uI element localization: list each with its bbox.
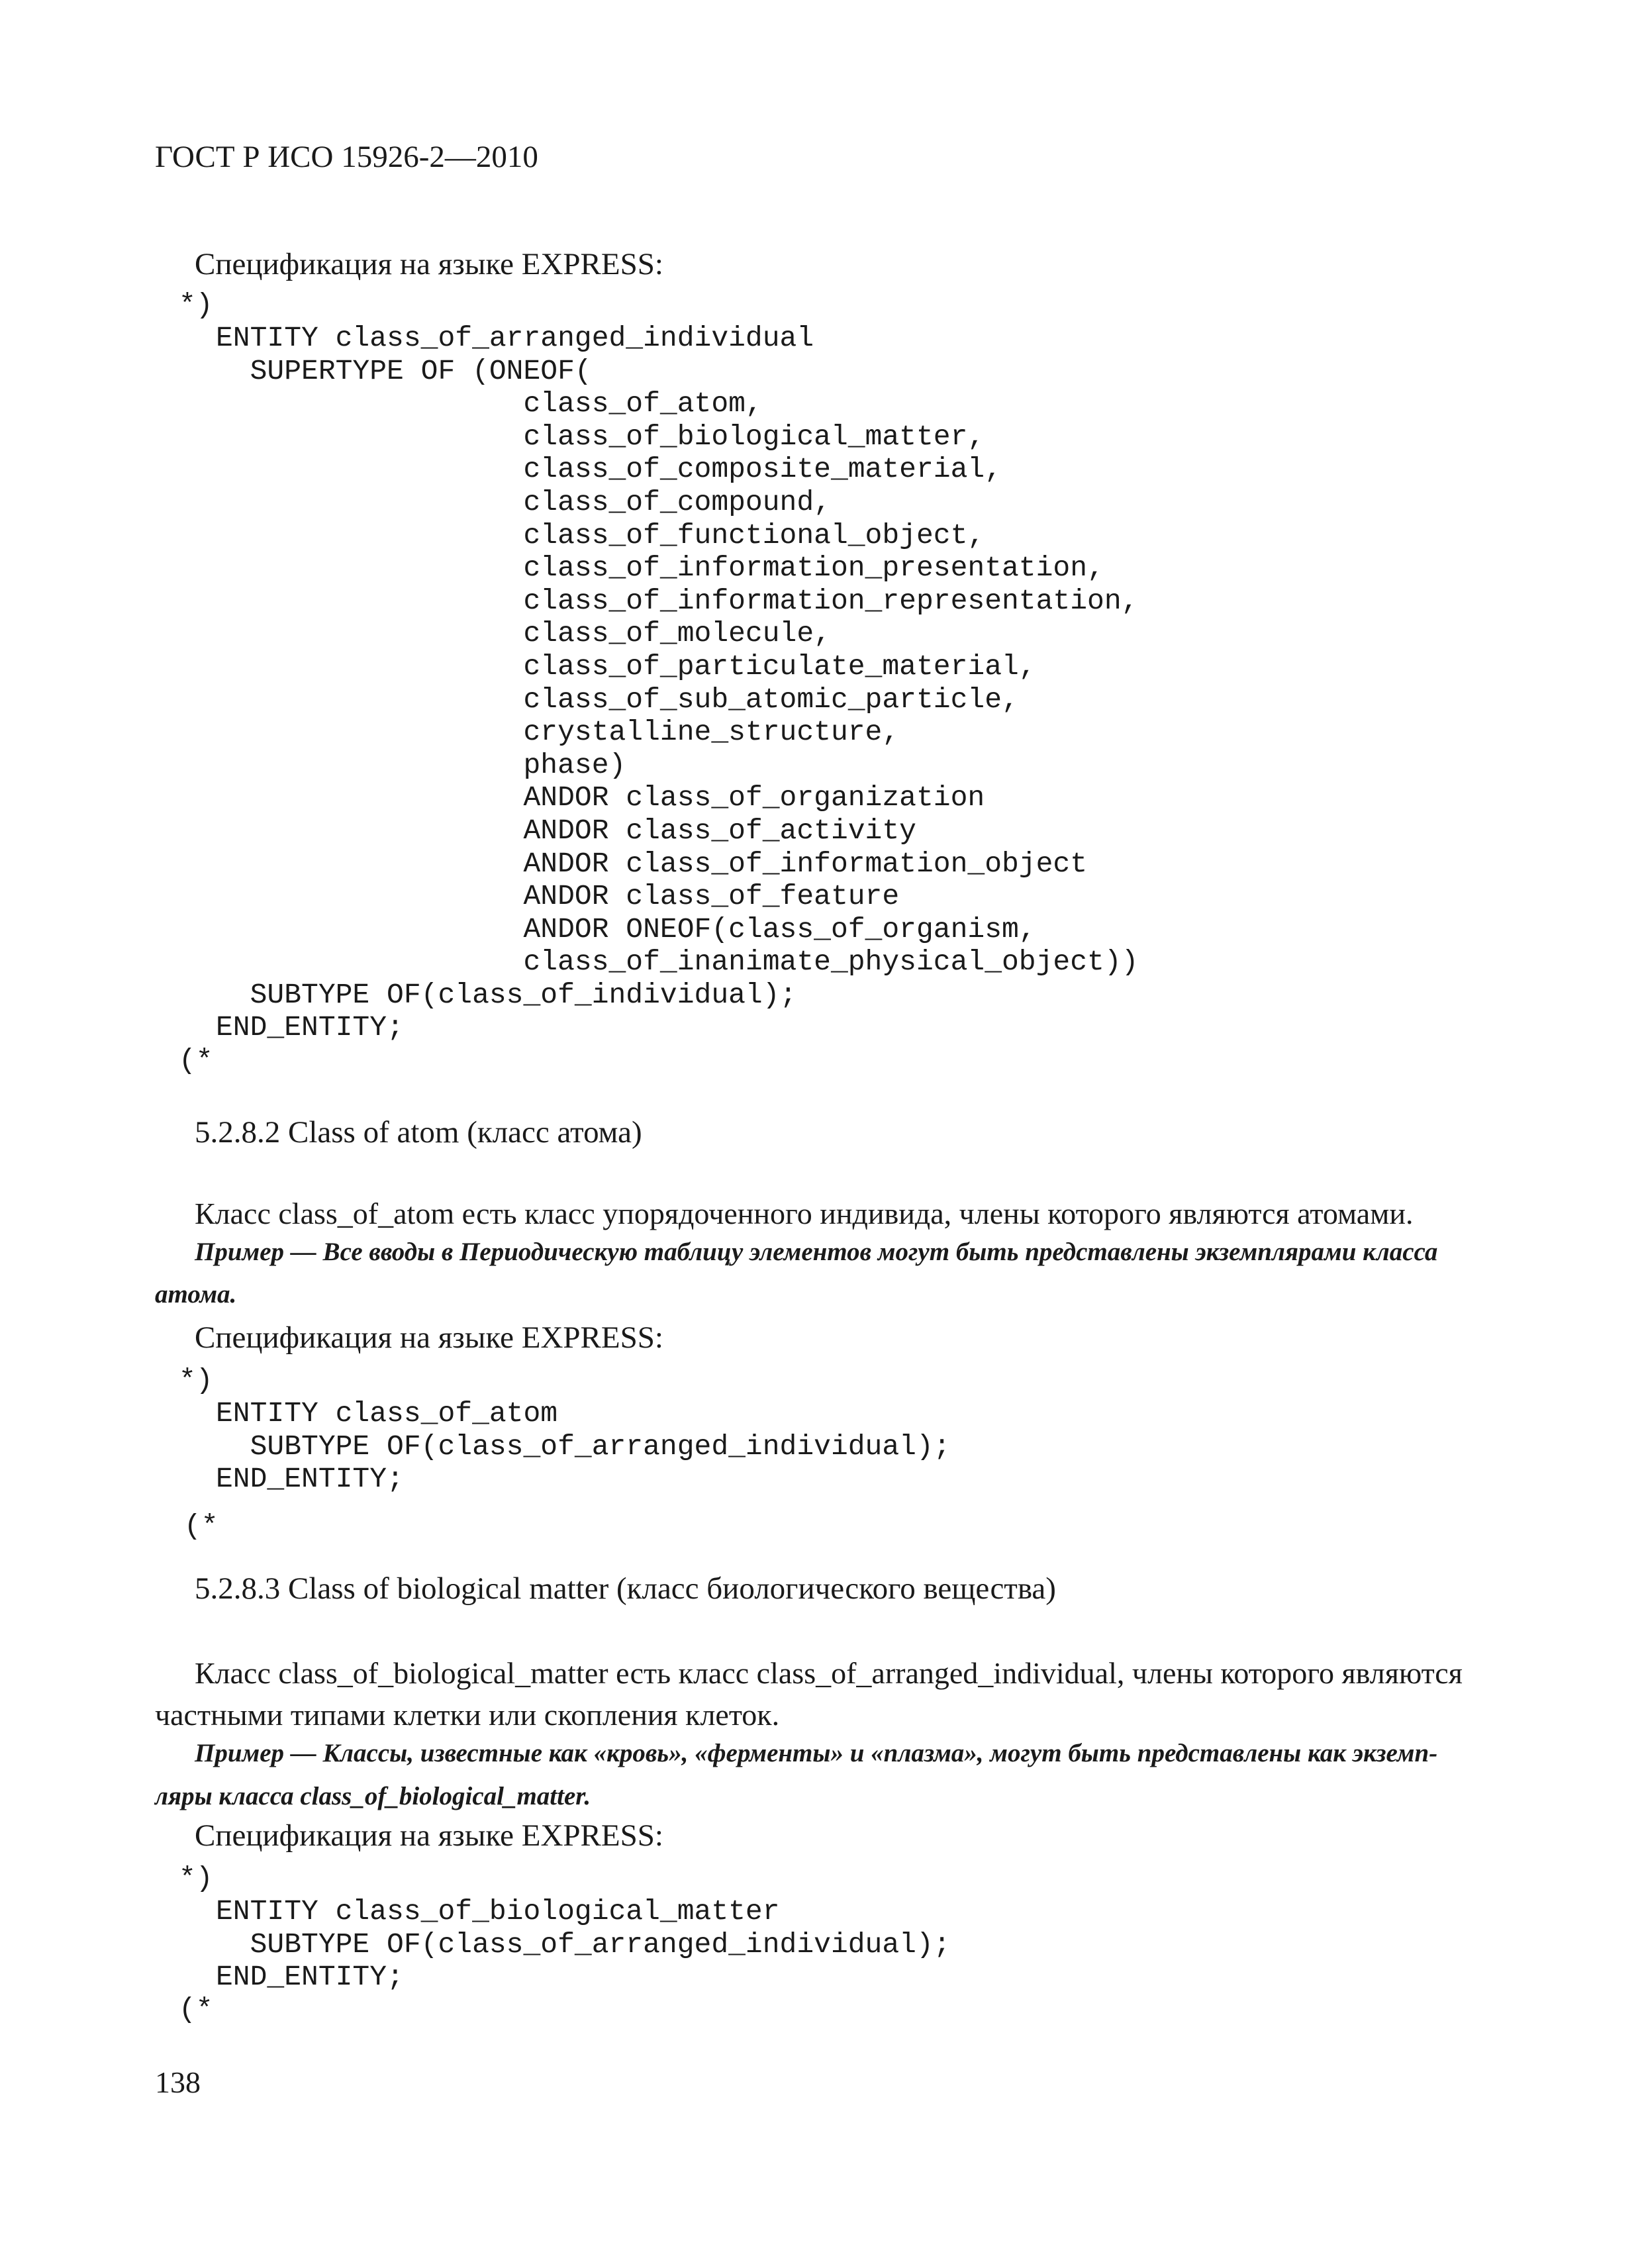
code-line: END_ENTITY; (216, 1011, 404, 1044)
code-line: class_of_information_representation, (216, 584, 1139, 617)
code-line: SUBTYPE OF(class_of_arranged_individual); (216, 1430, 951, 1463)
code-line: SUBTYPE OF(class_of_individual); (216, 978, 797, 1011)
code-line: ANDOR class_of_information_object (216, 847, 1088, 880)
code-line: ENTITY class_of_arranged_individual (216, 322, 814, 354)
code-line: class_of_molecule, (216, 617, 831, 650)
code-line: phase) (216, 748, 626, 781)
code-open-marker: *) (179, 1364, 213, 1397)
example-text-cont: ляры класса class_of_biological_matter. (155, 1782, 591, 1810)
spec-label: Спецификация на языке EXPRESS: (195, 1320, 663, 1355)
code-line: class_of_compound, (216, 485, 831, 518)
code-close-marker: (* (184, 1510, 218, 1542)
code-line: ANDOR class_of_activity (216, 814, 916, 847)
example-text-cont: атома. (155, 1280, 237, 1308)
code-line: class_of_particulate_material, (216, 650, 1036, 683)
example-text: Пример — Все вводы в Периодическую таблицу элементов могут быть представлены экземплярами класса (195, 1238, 1438, 1266)
code-line: SUBTYPE OF(class_of_arranged_individual); (216, 1928, 951, 1961)
paragraph: Класс class_of_atom есть класс упорядоченного индивида, члены которого являются атомами. (195, 1197, 1414, 1230)
code-block (216, 1397, 951, 1496)
code-line: SUPERTYPE OF (ONEOF( (216, 354, 592, 387)
code-line: ANDOR class_of_organization (216, 781, 985, 814)
example-text: Пример — Классы, известные как «кровь», «ферменты» и «плазма», могут быть представлены как экземп- (195, 1739, 1438, 1767)
code-line: class_of_functional_object, (216, 518, 985, 552)
code-line: crystalline_structure, (216, 716, 900, 749)
code-block (216, 1895, 951, 1994)
code-line: ANDOR class_of_feature (216, 880, 900, 913)
code-line: ENTITY class_of_biological_matter (216, 1895, 780, 1928)
spec-label: Спецификация на языке EXPRESS: (195, 1818, 663, 1853)
code-block (216, 322, 1138, 1044)
code-close-marker: (* (179, 1044, 213, 1077)
code-line: class_of_biological_matter, (216, 420, 985, 453)
code-line: class_of_atom, (216, 387, 763, 420)
paragraph-cont: частными типами клетки или скопления клеток. (155, 1698, 780, 1732)
code-line: class_of_composite_material, (216, 453, 1002, 486)
section-heading: 5.2.8.2 Class of atom (класс атома) (195, 1115, 642, 1150)
document-header: ГОСТ Р ИСО 15926-2—2010 (155, 140, 538, 174)
paragraph: Класс class_of_biological_matter есть класс class_of_arranged_individual, члены которого являются (195, 1656, 1463, 1690)
code-line: ANDOR ONEOF(class_of_organism, (216, 912, 1036, 946)
page-number: 138 (155, 2065, 201, 2099)
code-line: class_of_inanimate_physical_object)) (216, 946, 1139, 979)
code-close-marker: (* (179, 1993, 213, 2026)
code-open-marker: *) (179, 1862, 213, 1895)
section-heading: 5.2.8.3 Class of biological matter (класс биологического вещества) (195, 1571, 1056, 1606)
code-open-marker: *) (179, 289, 213, 321)
code-line: class_of_information_presentation, (216, 552, 1104, 585)
code-line: END_ENTITY; (216, 1961, 404, 1994)
spec-label: Спецификация на языке EXPRESS: (195, 247, 663, 281)
code-line: END_ENTITY; (216, 1463, 404, 1496)
code-line: class_of_sub_atomic_particle, (216, 683, 1019, 716)
code-line: ENTITY class_of_atom (216, 1397, 558, 1430)
